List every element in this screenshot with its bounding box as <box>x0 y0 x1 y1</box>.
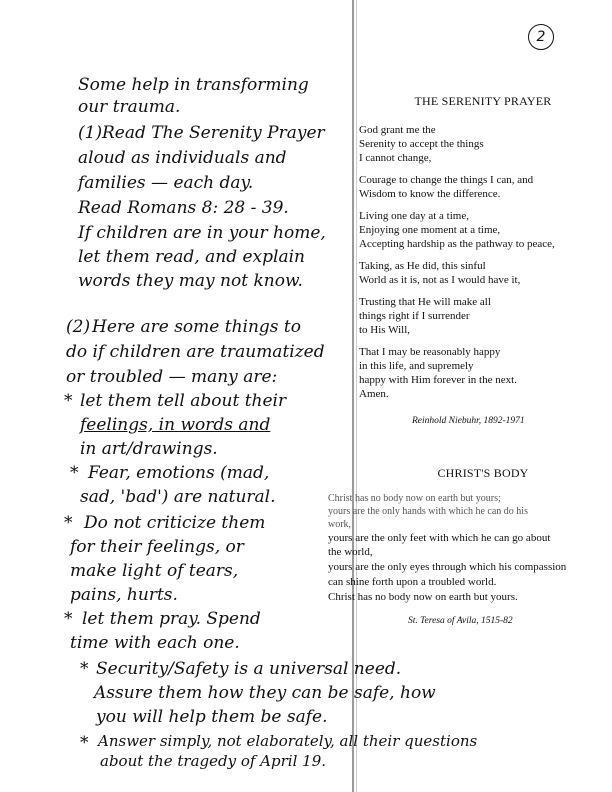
prayer-line: Wisdom to know the difference. <box>359 188 501 200</box>
prayer-line: That I may be reasonably happy <box>359 346 501 358</box>
prayer-line: I cannot change, <box>359 152 432 164</box>
bullet-line: Answer simply, not elaborately, all their questions <box>98 732 478 750</box>
item1-line: Read Romans 8: 28 - 39. <box>78 198 289 218</box>
intro-line: our trauma. <box>78 97 181 117</box>
intro-line: Some help in transforming <box>78 75 309 95</box>
bullet-line: sad, 'bad') are natural. <box>80 487 276 507</box>
christs-body-line: can shine forth upon a troubled world. <box>328 576 497 588</box>
item1-line: words they may not know. <box>78 271 303 291</box>
bullet-line: for their feelings, or <box>70 537 244 557</box>
christs-body-line: yours are the only feet with which he can go about <box>328 532 551 544</box>
prayer-line: things right if I surrender <box>359 310 470 322</box>
bullet-line: let them tell about their <box>80 391 287 411</box>
item-number-1: (1) <box>78 123 103 143</box>
bullet-line: make light of tears, <box>70 561 239 581</box>
prayer-line: Amen. <box>359 388 389 400</box>
prayer-line: World as it is, not as I would have it, <box>359 274 521 286</box>
prayer-line: to His Will, <box>359 324 410 336</box>
bullet-line: Do not criticize them <box>84 513 266 533</box>
prayer-line: Living one day at a time, <box>359 210 469 222</box>
bullet-line: in art/drawings. <box>80 439 218 459</box>
item2-line: or troubled — many are: <box>66 367 278 387</box>
prayer-line: happy with Him forever in the next. <box>359 374 517 386</box>
item1-line: families — each day. <box>78 173 254 193</box>
prayer-line: Enjoying one moment at a time, <box>359 224 501 236</box>
christs-body-line: the world, <box>328 546 373 558</box>
bullet-star: * <box>64 609 73 629</box>
prayer-line: Courage to change the things I can, and <box>359 174 534 186</box>
serenity-prayer-title: THE SERENITY PRAYER <box>414 94 552 108</box>
item2-line: Here are some things to <box>92 317 301 337</box>
item1-line: If children are in your home, <box>78 223 326 243</box>
prayer-line: Serenity to accept the things <box>359 138 484 150</box>
bullet-star: * <box>70 463 79 483</box>
christs-body-line: yours are the only eyes through which his compassion <box>328 561 567 573</box>
bullet-line: let them pray. Spend <box>82 609 261 629</box>
prayer-line: in this life, and supremely <box>359 360 474 372</box>
bullet-star: * <box>80 733 89 753</box>
bullet-line: Security/Safety is a universal need. <box>96 659 402 679</box>
item2-line: do if children are traumatized <box>66 342 325 362</box>
bullet-line: Assure them how they can be safe, how <box>94 683 436 703</box>
bullet-star: * <box>64 513 73 533</box>
item1-line: aloud as individuals and <box>78 148 287 168</box>
page-number: 2 <box>528 24 554 50</box>
prayer-line: Accepting hardship as the pathway to peace, <box>359 238 555 250</box>
christs-body-line: Christ has no body now on earth but yours. <box>328 591 518 603</box>
bullet-star: * <box>80 659 89 679</box>
prayer-line: Taking, as He did, this sinful <box>359 260 486 272</box>
item-number-2: (2) <box>66 317 91 337</box>
christs-body-attribution: St. Teresa of Avila, 1515-82 <box>408 616 513 626</box>
prayer-line: God grant me the <box>359 124 436 136</box>
bullet-line: you will help them be safe. <box>96 707 328 727</box>
bullet-line: pains, hurts. <box>70 585 178 605</box>
christs-body-line: Christ has no body now on earth but yours; <box>328 493 501 504</box>
bullet-line: feelings, in words and <box>80 415 271 435</box>
prayer-line: Trusting that He will make all <box>359 296 491 308</box>
bullet-star: * <box>64 391 73 411</box>
bullet-line: time with each one. <box>70 633 240 653</box>
bullet-line: about the tragedy of April 19. <box>100 752 327 770</box>
christs-body-title: CHRIST'S BODY <box>437 466 529 480</box>
christs-body-line: yours are the only hands with which he can do his <box>328 506 528 517</box>
christs-body-line: work, <box>328 519 352 530</box>
bullet-line: Fear, emotions (mad, <box>88 463 270 483</box>
item1-line: Read The Serenity Prayer <box>102 123 325 143</box>
serenity-attribution: Reinhold Niebuhr, 1892-1971 <box>412 416 525 426</box>
item1-line: let them read, and explain <box>78 247 305 267</box>
